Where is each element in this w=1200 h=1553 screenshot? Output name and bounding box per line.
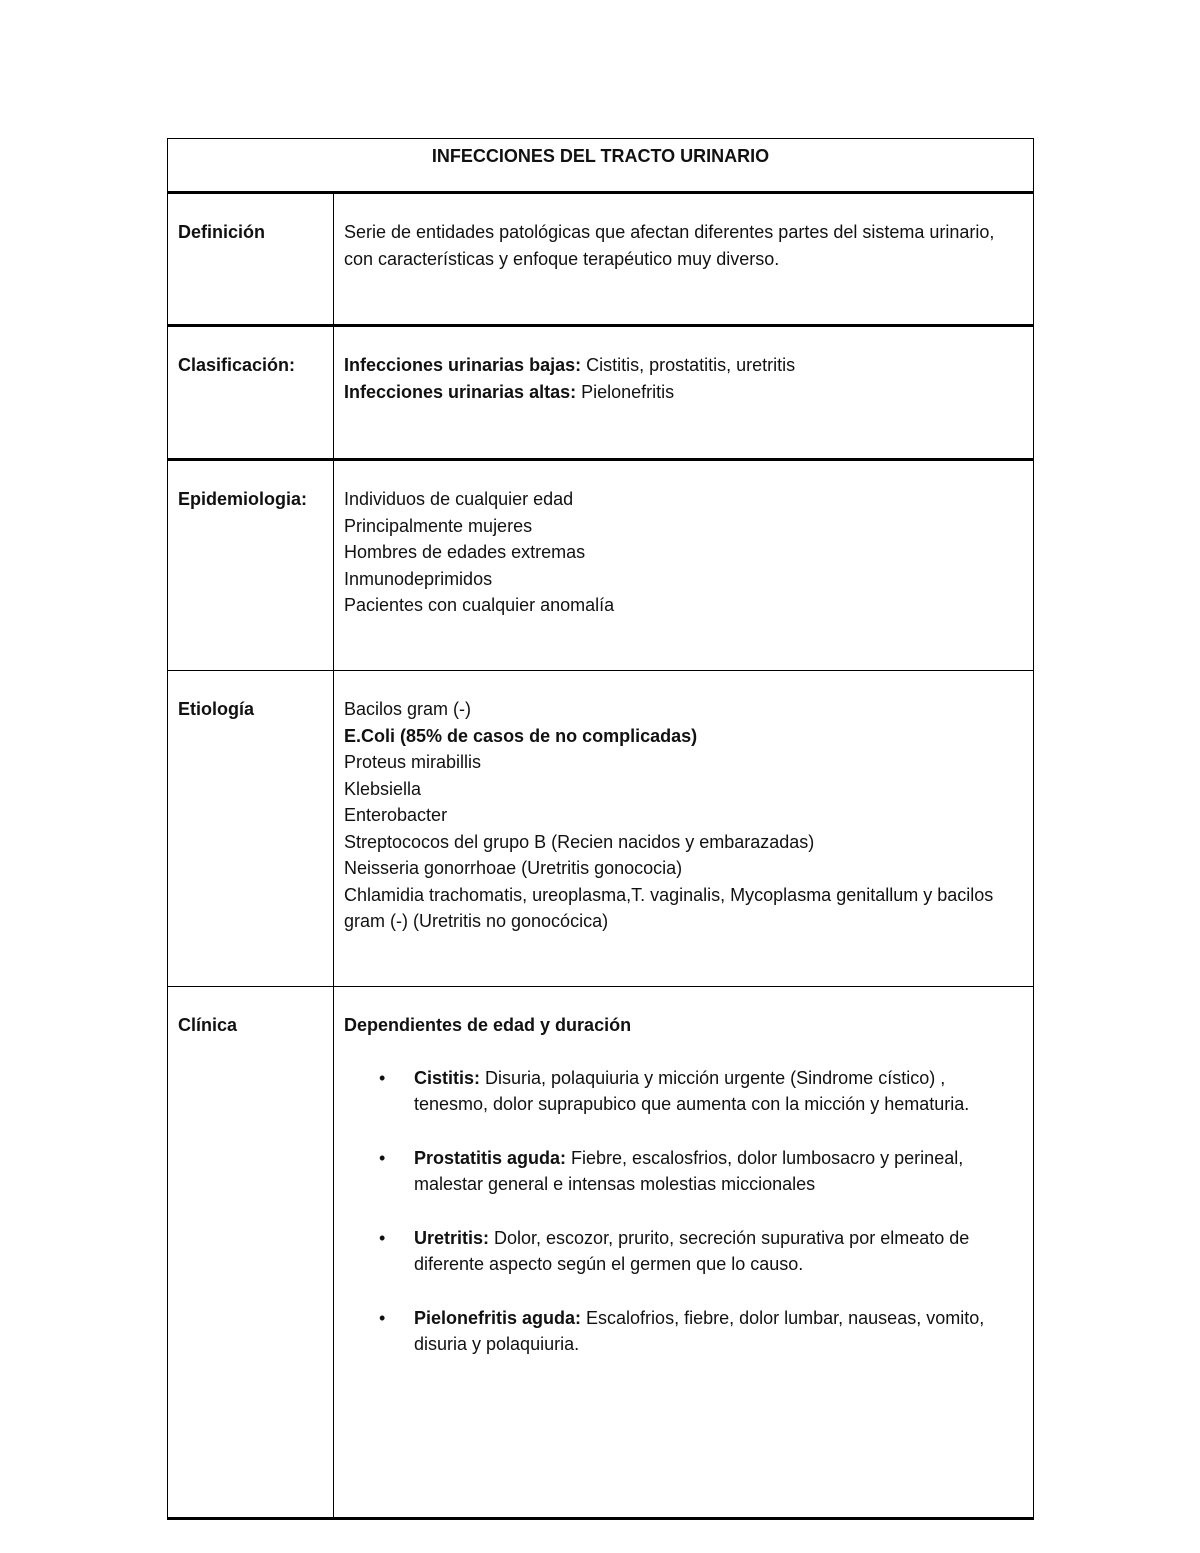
epidemiologia-line: Hombres de edades extremas <box>344 542 586 562</box>
row-content-clinica <box>334 987 1034 1519</box>
clasificacion-item <box>344 379 1003 406</box>
epidemiologia-line: Principalmente mujeres <box>344 515 533 536</box>
row-content-epidemiologia <box>334 460 1034 671</box>
etiologia-line: Bacilos gram (-) <box>344 699 472 719</box>
bullet-icon: • <box>379 1147 386 1168</box>
row-clasificacion <box>168 326 1034 460</box>
clasificacion-term: Infecciones urinarias bajas: <box>344 355 582 375</box>
etiologia-line: Proteus mirabillis <box>344 752 482 772</box>
row-content-etiologia <box>334 671 1034 987</box>
etiologia-line: Klebsiella <box>344 778 422 799</box>
etiologia-line: E.Coli (85% de casos de no complicadas) <box>344 725 698 746</box>
list-item <box>344 1225 1003 1278</box>
etiologia-line: Streptococos del grupo B (Recien nacidos y embarazadas) <box>344 831 815 852</box>
clinica-term: Cistitis: <box>414 1067 481 1088</box>
row-label-clasificacion: Clasificación: <box>168 326 334 460</box>
clasificacion-item <box>344 352 1003 379</box>
clinica-term: Uretritis: <box>414 1227 490 1248</box>
document-table <box>167 138 1034 1520</box>
clasificacion-text: Cistitis, prostatitis, uretritis <box>581 355 796 375</box>
bullet-icon: • <box>379 1227 386 1248</box>
row-clinica <box>168 987 1034 1519</box>
row-content-clasificacion <box>334 326 1034 460</box>
epidemiologia-line: Pacientes con cualquier anomalía <box>344 595 615 615</box>
clasificacion-text: Pielonefritis <box>576 381 675 402</box>
epidemiologia-line: Individuos de cualquier edad <box>344 489 574 509</box>
list-item <box>344 1065 1003 1118</box>
epidemiologia-line: Inmunodeprimidos <box>344 568 493 589</box>
row-content-definicion: Serie de entidades patológicas que afectan diferentes partes del sistema urinario, con características y enfoque terapéutico muy diverso. <box>334 193 1034 326</box>
clinica-text: Disuria, polaquiuria y micción urgente (Sindrome cístico) , tenesmo, dolor suprapubico que aumenta con la micción y hematuria. <box>414 1067 970 1114</box>
row-label-clinica: Clínica <box>168 987 334 1519</box>
clinica-term: Pielonefritis aguda: <box>414 1307 582 1328</box>
clinica-term: Prostatitis aguda: <box>414 1147 567 1168</box>
row-label-definicion: Definición <box>168 193 334 326</box>
bullet-icon: • <box>379 1307 386 1328</box>
clinica-heading: Dependientes de edad y duración <box>344 1015 632 1035</box>
list-item <box>344 1145 1003 1198</box>
title-row <box>168 139 1034 193</box>
list-item <box>344 1305 1003 1358</box>
row-label-epidemiologia: Epidemiologia: <box>168 460 334 671</box>
row-epidemiologia <box>168 460 1034 671</box>
row-label-etiologia: Etiología <box>168 671 334 987</box>
etiologia-line: Chlamidia trachomatis, ureoplasma,T. vaginalis, Mycoplasma genitallum y bacilos gram (-) (Uretritis no gonocócica) <box>344 884 994 931</box>
etiologia-line: Neisseria gonorrhoae (Uretritis gonococia) <box>344 858 683 878</box>
document-title: INFECCIONES DEL TRACTO URINARIO <box>168 139 1034 193</box>
row-etiologia <box>168 671 1034 987</box>
clinica-text: Dolor, escozor, prurito, secreción supurativa por elmeato de diferente aspecto según el germen que lo causo. <box>414 1227 970 1274</box>
clasificacion-term: Infecciones urinarias altas: <box>344 381 577 402</box>
etiologia-line: Enterobacter <box>344 805 448 825</box>
clinica-list <box>344 1065 1003 1358</box>
bullet-icon: • <box>379 1067 386 1088</box>
clinica-text: Escalofrios, fiebre, dolor lumbar, nauseas, vomito, disuria y polaquiuria. <box>414 1307 985 1354</box>
row-definicion <box>168 193 1034 326</box>
clinica-text: Fiebre, escalosfrios, dolor lumbosacro y perineal, malestar general e intensas molestias miccionales <box>414 1147 964 1194</box>
